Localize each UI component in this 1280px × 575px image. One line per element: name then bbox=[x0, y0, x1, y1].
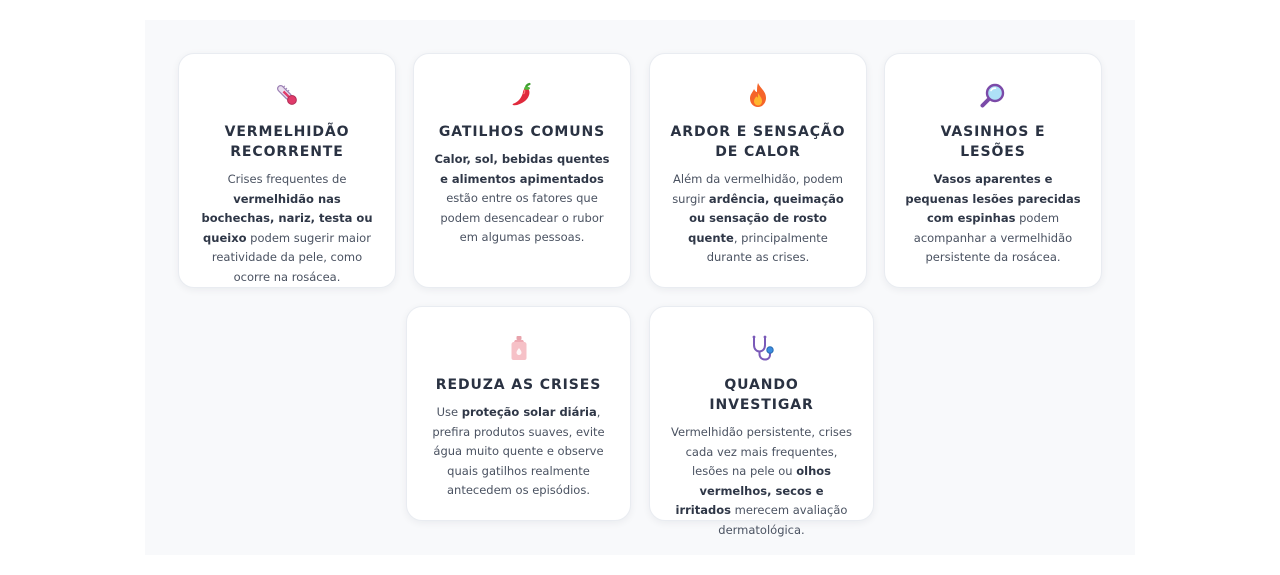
card-description: Calor, sol, bebidas quentes e alimentos apimentados estão entre os fatores que podem desencadear o rubor em algumas pessoas. bbox=[434, 152, 610, 245]
card-quando-investigar bbox=[649, 306, 874, 537]
highlighted-text: olhos vermelhos, secos e irritados bbox=[675, 464, 832, 518]
card-description: Use proteção solar diária, prefira produtos suaves, evite água muito quente e observe quais gatilhos realmente antecedem os episódios. bbox=[432, 405, 605, 498]
highlighted-text: ardência, queimação ou sensação de rosto quente bbox=[688, 191, 844, 245]
card-vermelhidao-recorrente bbox=[178, 53, 396, 288]
card-description: Além da vermelhidão, podem surgir ardência, queimação ou sensação de rosto quente, principalmente durante as crises. bbox=[672, 172, 844, 265]
card-title: ARDOR E SENSAÇÃO DE CALOR bbox=[670, 124, 846, 160]
card-vasinhos-lesoes bbox=[884, 53, 1102, 288]
highlighted-text: proteção solar diária bbox=[461, 405, 597, 419]
symptoms-section bbox=[145, 20, 1135, 555]
stethoscope-icon bbox=[670, 333, 853, 363]
card-gatilhos-comuns bbox=[413, 53, 631, 288]
card-reduza-crises bbox=[406, 306, 631, 521]
card-description: Vermelhidão persistente, crises cada vez mais frequentes, lesões na pele ou olhos vermelhos, secos e irritados merecem avaliação dermatológica. bbox=[671, 425, 852, 537]
chili-pepper-icon bbox=[434, 80, 610, 110]
card-title: VASINHOS E LESÕES bbox=[940, 124, 1046, 160]
card-title: GATILHOS COMUNS bbox=[438, 124, 606, 140]
card-ardor-sensacao-calor bbox=[649, 53, 867, 288]
thermometer-icon bbox=[199, 80, 375, 110]
highlighted-text: vermelhidão nas bochechas, nariz, testa ou queixo bbox=[201, 191, 373, 245]
card-title: REDUZA AS CRISES bbox=[435, 377, 602, 393]
card-title: VERMELHIDÃO RECORRENTE bbox=[224, 124, 350, 160]
card-title: QUANDO INVESTIGAR bbox=[709, 377, 814, 413]
highlighted-text: Calor, sol, bebidas quentes e alimentos apimentados bbox=[434, 152, 610, 186]
lotion-bottle-icon bbox=[427, 333, 610, 363]
fire-icon bbox=[670, 80, 846, 110]
card-description: Vasos aparentes e pequenas lesões parecidas com espinhas podem acompanhar a vermelhidão persistente da rosácea. bbox=[905, 172, 1081, 265]
magnifying-glass-icon bbox=[905, 80, 1081, 110]
highlighted-text: Vasos aparentes e pequenas lesões parecidas com espinhas bbox=[905, 172, 1081, 226]
card-description: Crises frequentes de vermelhidão nas bochechas, nariz, testa ou queixo podem sugerir maior reatividade da pele, como ocorre na rosácea. bbox=[201, 172, 373, 284]
